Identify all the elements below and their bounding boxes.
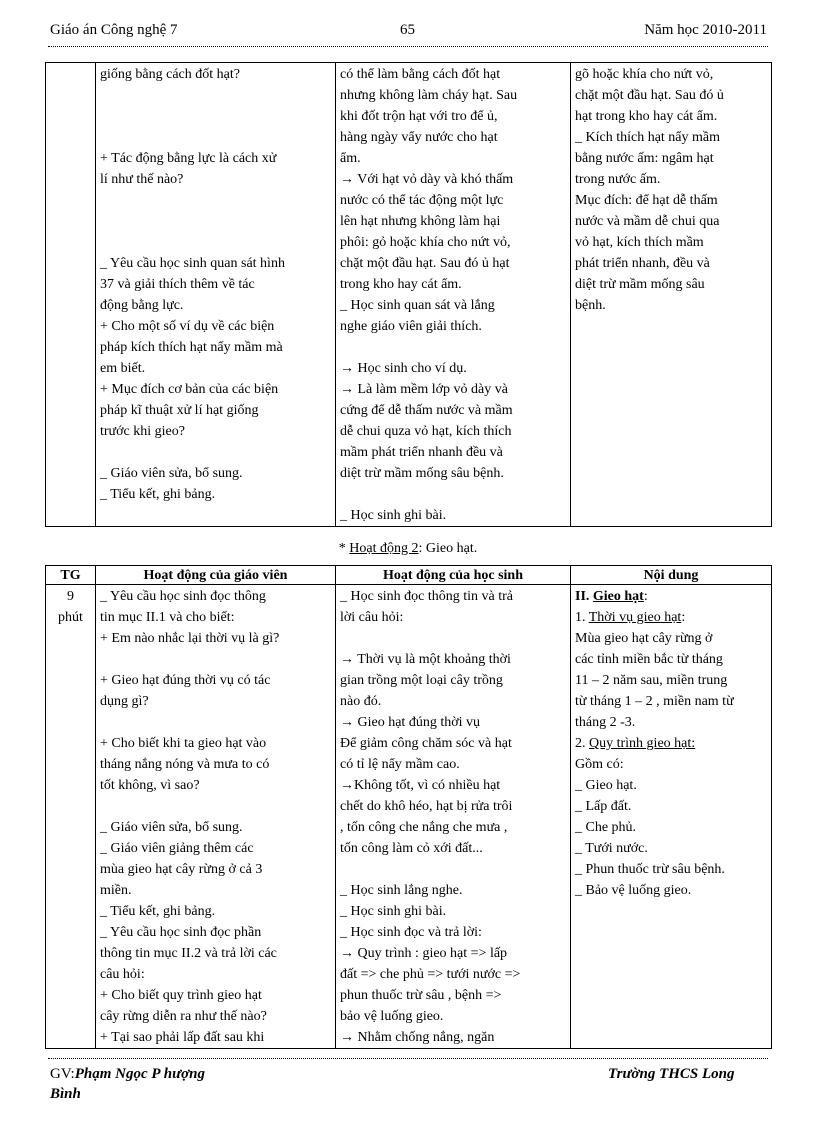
student-line: lời câu hỏi: [340,610,404,625]
student-line [340,628,566,649]
student-line: , tốn công che nắng che mưa , [340,820,508,835]
content-line: diệt trừ mầm mống sâu [575,277,705,292]
content-line: _ Lấp đất. [575,799,632,814]
content-cell [571,63,772,527]
student-line: Để giảm công chăm sóc và hạt [340,736,512,751]
teacher-line [100,649,331,670]
teacher-line [100,127,331,148]
student-line: _ Học sinh ghi bài. [340,904,447,919]
content-line: Gồm có: [575,757,624,772]
teacher-line: _ Giáo viên giảng thêm các [100,841,254,856]
teacher-line: em biết. [100,361,146,376]
student-line: _ Học sinh đọc thông tin và trả [340,589,514,604]
heading-text: Gieo hạt [592,589,644,604]
teacher-line [100,796,331,817]
student-line: → Quy trình : gieo hạt => lấp [340,946,508,961]
footer-school: Trường THCS Long [608,1066,735,1082]
content-line: bằng nước ấm: ngâm hạt [575,151,714,166]
student-line: có thể làm bằng cách đốt hạt [340,67,501,82]
activity-table-continued [45,62,772,527]
student-line: → Nhằm chống nắng, ngăn [340,1030,495,1045]
content-line: hạt trong kho hay cát ẩm. [575,109,718,124]
content-line: _ Che phủ. [575,820,637,835]
teacher-line: mùa gieo hạt cây rừng ở cả 3 [100,862,263,877]
section-title: Hoạt động 2 [349,541,419,556]
footer-gv-label: GV: [50,1066,75,1082]
section-topic: : Gieo hạt. [418,541,478,556]
teacher-line: động bằng lực. [100,298,184,313]
teacher-line [100,106,331,127]
content-line: tháng 2 -3. [575,715,636,730]
section-heading [0,541,816,557]
header-subject: Giáo án Công nghệ 7 [50,22,178,38]
subheading-2-text: Quy trình gieo hạt: [589,736,696,751]
time-value: 9 [67,589,74,604]
student-line: mầm phát triển nhanh đều và [340,445,503,460]
teacher-line: tốt không, vì sao? [100,778,200,793]
teacher-line: + Em nào nhắc lại thời vụ là gì? [100,631,280,646]
teacher-line: + Cho một số ví dụ về các biện [100,319,275,334]
footer-teacher-name: Phạm Ngọc P hượng [74,1066,205,1082]
content-line: _ Tưới nước. [575,841,648,856]
teacher-line: câu hỏi: [100,967,145,982]
content-line: nước và mầm dễ chui qua [575,214,720,229]
student-activity-cell [336,63,571,527]
teacher-line: tin mục II.1 và cho biết: [100,610,235,625]
teacher-line: _ Yêu cầu học sinh đọc thông [100,589,266,604]
teacher-line: miền. [100,883,132,898]
student-line: diệt trừ mầm mống sâu bệnh. [340,466,504,481]
teacher-line: pháp kĩ thuật xử lí hạt giống [100,403,259,418]
student-line: chết do khô héo, hạt bị rửa trôi [340,799,513,814]
student-line: → Gieo hạt đúng thời vụ [340,715,480,730]
teacher-line [100,211,331,232]
col-header-student: Hoạt động của học sinh [336,566,571,585]
page-number: 65 [400,22,415,38]
time-cell [46,63,96,527]
header-divider [48,46,768,47]
student-line: → Học sinh cho ví dụ. [340,361,467,376]
student-line: lên hạt nhưng không làm hại [340,214,501,229]
time-cell [46,585,96,1049]
student-line: → Là làm mềm lớp vỏ dày và [340,382,508,397]
teacher-line [100,190,331,211]
student-line: nhưng không làm cháy hạt. Sau [340,88,518,103]
teacher-line: _ Tiểu kết, ghi bảng. [100,487,216,502]
teacher-line: trước khi gieo? [100,424,185,439]
teacher-activity-cell [96,63,336,527]
teacher-line: + Tác động bằng lực là cách xử [100,151,277,166]
content-line: _ Phun thuốc trừ sâu bệnh. [575,862,725,877]
content-line: gõ hoặc khía cho nứt vỏ, [575,67,714,82]
content-line: phát triển nhanh, đều và [575,256,710,271]
content-line: Mùa gieo hạt cây rừng ở [575,631,713,646]
col-header-time: TG [46,566,96,585]
student-line: _ Học sinh lắng nghe. [340,883,463,898]
student-activity-cell [336,585,571,1049]
teacher-line [100,442,331,463]
content-line: bệnh. [575,298,606,313]
activity-table-2 [45,565,772,1049]
student-line: _ Học sinh quan sát và lắng [340,298,495,313]
teacher-activity-cell [96,585,336,1049]
student-line: → Với hạt vỏ dày và khó thấm [340,172,514,187]
col-header-content: Nội dung [571,566,772,585]
content-line: Mục đích: để hạt dễ thấm [575,193,718,208]
student-line: nghe giáo viên giải thích. [340,319,482,334]
teacher-line: giống bằng cách đốt hạt? [100,67,240,82]
student-line: phôi: gỏ hoặc khía cho nứt vỏ, [340,235,511,250]
teacher-line: + Cho biết khi ta gieo hạt vào [100,736,267,751]
student-line: hàng ngày vẩy nước cho hạt [340,130,498,145]
student-line: nào đó. [340,694,382,709]
teacher-line: + Mục đích cơ bản của các biện [100,382,279,397]
student-line: tốn công làm cỏ xới đất... [340,841,483,856]
content-heading [575,586,767,607]
content-line: 11 – 2 năm sau, miền trung [575,673,728,688]
teacher-line: 37 và giải thích thêm về tác [100,277,255,292]
teacher-line: dụng gì? [100,694,149,709]
teacher-line [100,712,331,733]
teacher-line: + Tại sao phải lấp đất sau khi [100,1030,265,1045]
teacher-line: lí như thế nào? [100,172,184,187]
student-line: _ Học sinh ghi bài. [340,508,447,523]
teacher-line: _ Yêu cầu học sinh đọc phần [100,925,262,940]
student-line: nước có thể tác động một lực [340,193,504,208]
content-line: từ tháng 1 – 2 , miền nam từ [575,694,734,709]
page-header [50,22,767,44]
student-line: cứng để dễ thấm nước và mầm [340,403,513,418]
content-cell [571,585,772,1049]
content-line: các tỉnh miền bắc từ tháng [575,652,723,667]
student-line: khi đốt trộn hạt với tro để ủ, [340,109,498,124]
student-line [340,337,566,358]
teacher-line: pháp kích thích hạt nẩy mầm mà [100,340,283,355]
student-line: ẩm. [340,151,361,166]
student-line [340,859,566,880]
teacher-line: + Cho biết quy trình gieo hạt [100,988,262,1003]
teacher-line: _ Giáo viên sửa, bổ sung. [100,466,243,481]
footer-divider [48,1058,768,1059]
teacher-line [100,232,331,253]
col-header-teacher: Hoạt động của giáo viên [96,566,336,585]
student-line [340,484,566,505]
student-line: →Không tốt, vì có nhiều hạt [340,778,501,793]
subheading-2 [575,733,767,754]
content-line: chặt một đầu hạt. Sau đó ủ [575,88,724,103]
subheading-2-number: 2. [575,736,589,751]
teacher-line: _ Tiểu kết, ghi bảng. [100,904,216,919]
header-school-year: Năm học 2010-2011 [644,22,767,38]
content-line: vỏ hạt, kích thích mầm [575,235,704,250]
teacher-line: _ Yêu cầu học sinh quan sát hình [100,256,285,271]
content-line: _ Gieo hạt. [575,778,637,793]
student-line: có tỉ lệ nẩy mầm cao. [340,757,460,772]
content-line: _ Bảo vệ luống gieo. [575,883,692,898]
content-line: _ Kích thích hạt nẩy mầm [575,130,721,145]
content-line: trong nước ấm. [575,172,661,187]
teacher-line: thông tin mục II.2 và trả lời các [100,946,277,961]
student-line: → Thời vụ là một khoảng thời [340,652,511,667]
teacher-line: + Gieo hạt đúng thời vụ có tác [100,673,271,688]
subheading-1-text: Thời vụ gieo hạt [588,610,682,625]
subheading-1-colon: : [681,610,686,625]
time-unit: phút [58,610,83,625]
footer-teacher [50,1066,205,1083]
footer-teacher-line2: Bình [50,1086,81,1102]
heading-number: II. [575,589,593,604]
subheading-1 [575,607,767,628]
student-line: _ Học sinh đọc và trả lời: [340,925,482,940]
student-line: bảo vệ luống gieo. [340,1009,444,1024]
teacher-line: cây rừng diễn ra như thế nào? [100,1009,267,1024]
student-line: dễ chui quza vỏ hạt, kích thích [340,424,512,439]
section-bullet: * [338,541,350,556]
teacher-line [100,85,331,106]
heading-colon: : [643,589,648,604]
student-line: phun thuốc trừ sâu , bệnh => [340,988,502,1003]
subheading-1-number: 1. [575,610,589,625]
teacher-line: tháng nắng nóng và mưa to có [100,757,270,772]
student-line: đất => che phủ => tưới nước => [340,967,521,982]
student-line: trong kho hay cát ẩm. [340,277,462,292]
student-line: gian trồng một loại cây trồng [340,673,503,688]
teacher-line: _ Giáo viên sửa, bổ sung. [100,820,243,835]
student-line: chặt một đầu hạt. Sau đó ủ hạt [340,256,510,271]
